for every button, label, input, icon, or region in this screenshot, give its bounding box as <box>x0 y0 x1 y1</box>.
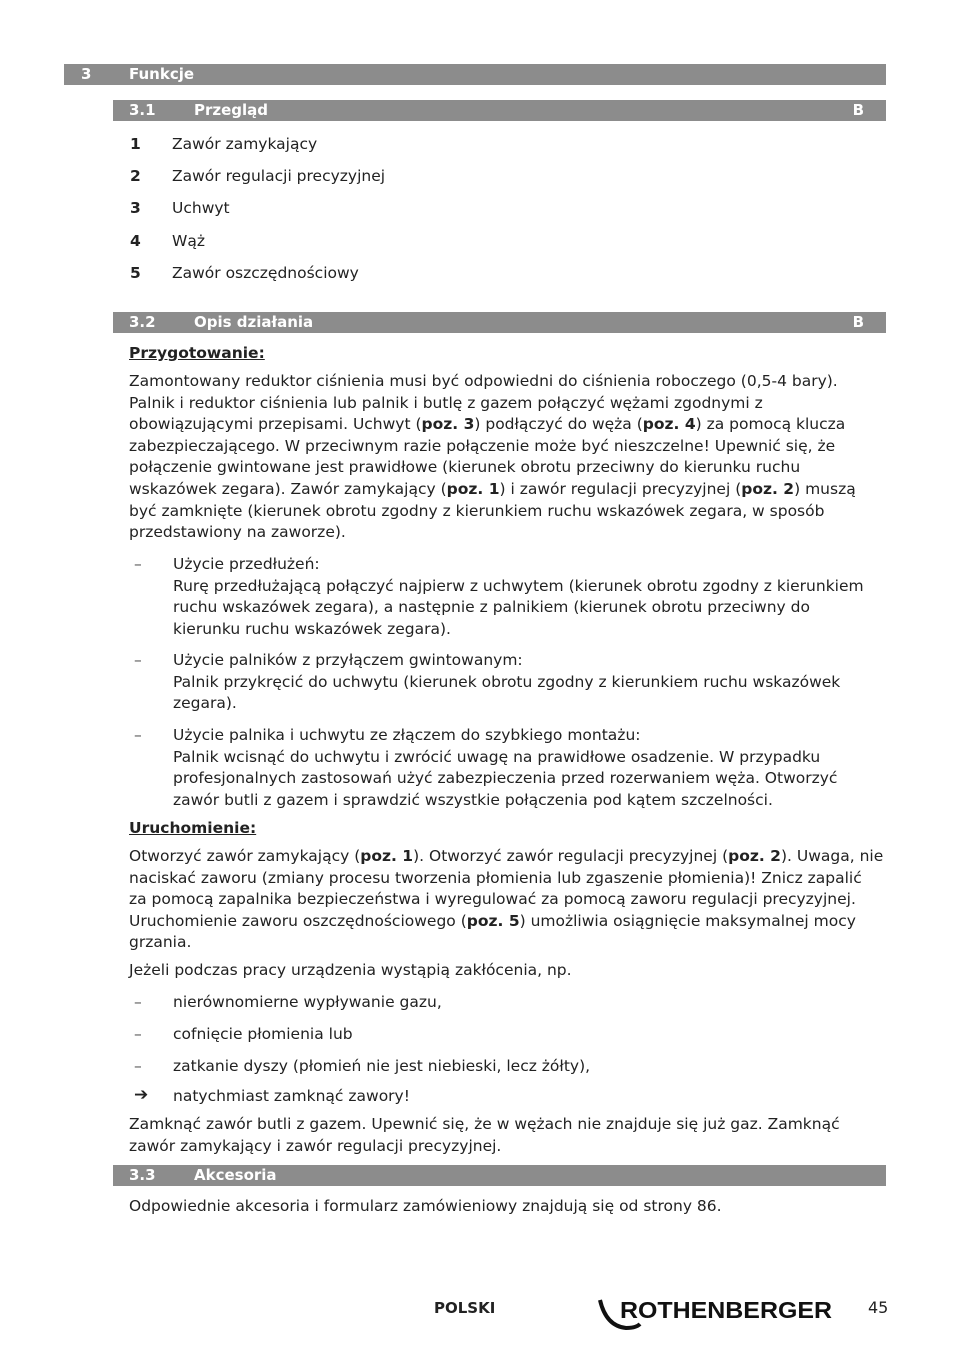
ref-bold: poz. 5 <box>466 911 520 930</box>
list-item: nierównomierne wypływanie gazu, <box>173 993 442 1011</box>
list-item <box>173 650 873 715</box>
bullet-dash: – <box>134 555 142 573</box>
section-3-header <box>64 64 886 85</box>
rothenberger-logo <box>596 1294 836 1332</box>
ref-bold: poz. 2 <box>741 479 795 498</box>
list-item: zatkanie dyszy (płomień nie jest niebieski, lecz żółty), <box>173 1057 591 1075</box>
section-mark: B <box>852 101 864 119</box>
item-number: 3 <box>130 199 141 217</box>
bullet-dash: – <box>134 726 142 744</box>
accessories-text: Odpowiednie akcesoria i formularz zamówieniowy znajdują się od strony 86. <box>129 1197 722 1215</box>
text-run: ) umożliwia osiągnięcie maksymalnej mocy grzania. <box>129 911 856 952</box>
text-run: Zamontowany reduktor ciśnienia musi być odpowiedni do ciśnienia roboczego (0,5-4 bary). Palnik i reduktor ciśnienia lub palnik i butlę z gazem połączyć wężami zgodnymi z obowiązującymi przepisami. Uchwyt ( <box>129 372 838 434</box>
section-title: Przegląd <box>194 101 269 119</box>
text-run: Otworzyć zawór zamykający ( <box>129 847 361 865</box>
bullet-dash: – <box>134 993 142 1011</box>
bullet-dash: – <box>134 1057 142 1075</box>
page-number: 45 <box>868 1298 889 1317</box>
bullet-dash: – <box>134 651 142 669</box>
text-run: ) muszą być zamknięte (kierunek obrotu zgodny z kierunkiem ruchu wskazówek zegara, w sposób przedstawiony na zaworze). <box>129 479 856 542</box>
text-run: ). Uwaga, nie naciskać zaworu (zmiany procesu tworzenia płomienia lub zgaszenie płomienia)! Znicz zapalić za pomocą zapalnika bezpieczeństwa i wyregulować za pomocą zaworu regulacji precyzyjnej. Uruchomienie zaworu oszczędnościowego ( <box>129 847 884 930</box>
closing-paragraph: Zamknąć zawór butli z gazem. Upewnić się, że w wężach nie znajduje się już gaz. Zamknąć zawór zamykający i zawór regulacji precyzyjnej. <box>129 1115 840 1155</box>
section-3-3-header <box>113 1165 886 1186</box>
ref-bold: poz. 1 <box>360 847 414 865</box>
item-label: Zawór zamykający <box>172 135 318 153</box>
item-label: Zawór regulacji precyzyjnej <box>172 167 386 185</box>
brand-text: ROTHENBERGER <box>620 1297 833 1323</box>
bullet-dash: – <box>134 1025 142 1043</box>
ref-bold: poz. 4 <box>642 415 696 434</box>
section-number: 3.3 <box>129 1166 156 1184</box>
list-item: cofnięcie płomienia lub <box>173 1025 353 1043</box>
item-body: Palnik wcisnąć do uchwytu i zwrócić uwagę na prawidłowe osadzenie. W przypadku profesjonalnych zastosowań użyć zabezpieczenia przed rozerwaniem węża. Otworzyć zawór butli z gazem i sprawdzić wszystkie połączenia pod kątem szczelności. <box>173 747 838 809</box>
item-title: Użycie palników z przyłączem gwintowanym: <box>173 651 523 669</box>
section-3-2-header <box>113 312 886 333</box>
list-item <box>173 725 873 811</box>
item-label: Uchwyt <box>172 199 230 217</box>
section-title: Opis działania <box>194 313 314 331</box>
text-run: ) podłączyć do węża ( <box>474 415 643 434</box>
section-title: Funkcje <box>129 65 195 83</box>
ref-bold: poz. 1 <box>446 479 500 498</box>
faults-intro: Jeżeli podczas pracy urządzenia wystąpią zakłócenia, np. <box>129 961 572 979</box>
section-3-1-header <box>113 100 886 121</box>
item-number: 1 <box>130 135 141 153</box>
item-label: Wąż <box>172 232 205 250</box>
item-number: 4 <box>130 232 141 250</box>
startup-heading: Uruchomienie: <box>129 819 257 837</box>
section-title: Akcesoria <box>194 1166 277 1184</box>
ref-bold: poz. 2 <box>728 847 781 865</box>
item-title: Użycie palnika i uchwytu ze złączem do szybkiego montażu: <box>173 726 641 744</box>
text-run: ) i zawór regulacji precyzyjnej ( <box>499 479 742 498</box>
list-item <box>173 554 873 640</box>
ref-bold: poz. 3 <box>421 415 475 434</box>
startup-paragraph <box>129 846 884 954</box>
footer-language: POLSKI <box>434 1299 496 1317</box>
preparation-heading: Przygotowanie: <box>129 344 265 362</box>
item-body: Palnik przykręcić do uchwytu (kierunek obrotu zgodny z kierunkiem ruchu wskazówek zegara). <box>173 672 841 713</box>
section-number: 3.2 <box>129 313 156 331</box>
item-label: Zawór oszczędnościowy <box>172 264 359 282</box>
item-body: Rurę przedłużającą połączyć najpierw z uchwytem (kierunek obrotu zgodny z kierunkiem ruchu wskazówek zegara), a następnie z palnikiem (kierunek obrotu przeciwny do kierunku ruchu wskazówek zegara). <box>173 576 864 638</box>
item-number: 2 <box>130 167 141 185</box>
text-run: ) za pomocą klucza zabezpieczającego. W przeciwnym razie połączenie może być nieszczelne! Upewnić się, że połączenie gwintowane jest prawidłowe (kierunek obrotu przeciwny do kierunku ruchu wskazówek zegara). Zawór zamykający ( <box>129 415 846 498</box>
section-number: 3.1 <box>129 101 156 119</box>
arrow-right-icon: ➔ <box>134 1085 149 1105</box>
section-number: 3 <box>81 65 92 83</box>
text-run: ). Otworzyć zawór regulacji precyzyjnej ( <box>413 847 729 865</box>
item-number: 5 <box>130 264 141 282</box>
preparation-paragraph <box>129 371 884 544</box>
section-mark: B <box>852 313 864 331</box>
action-item: natychmiast zamknąć zawory! <box>173 1087 410 1105</box>
item-title: Użycie przedłużeń: <box>173 555 320 573</box>
